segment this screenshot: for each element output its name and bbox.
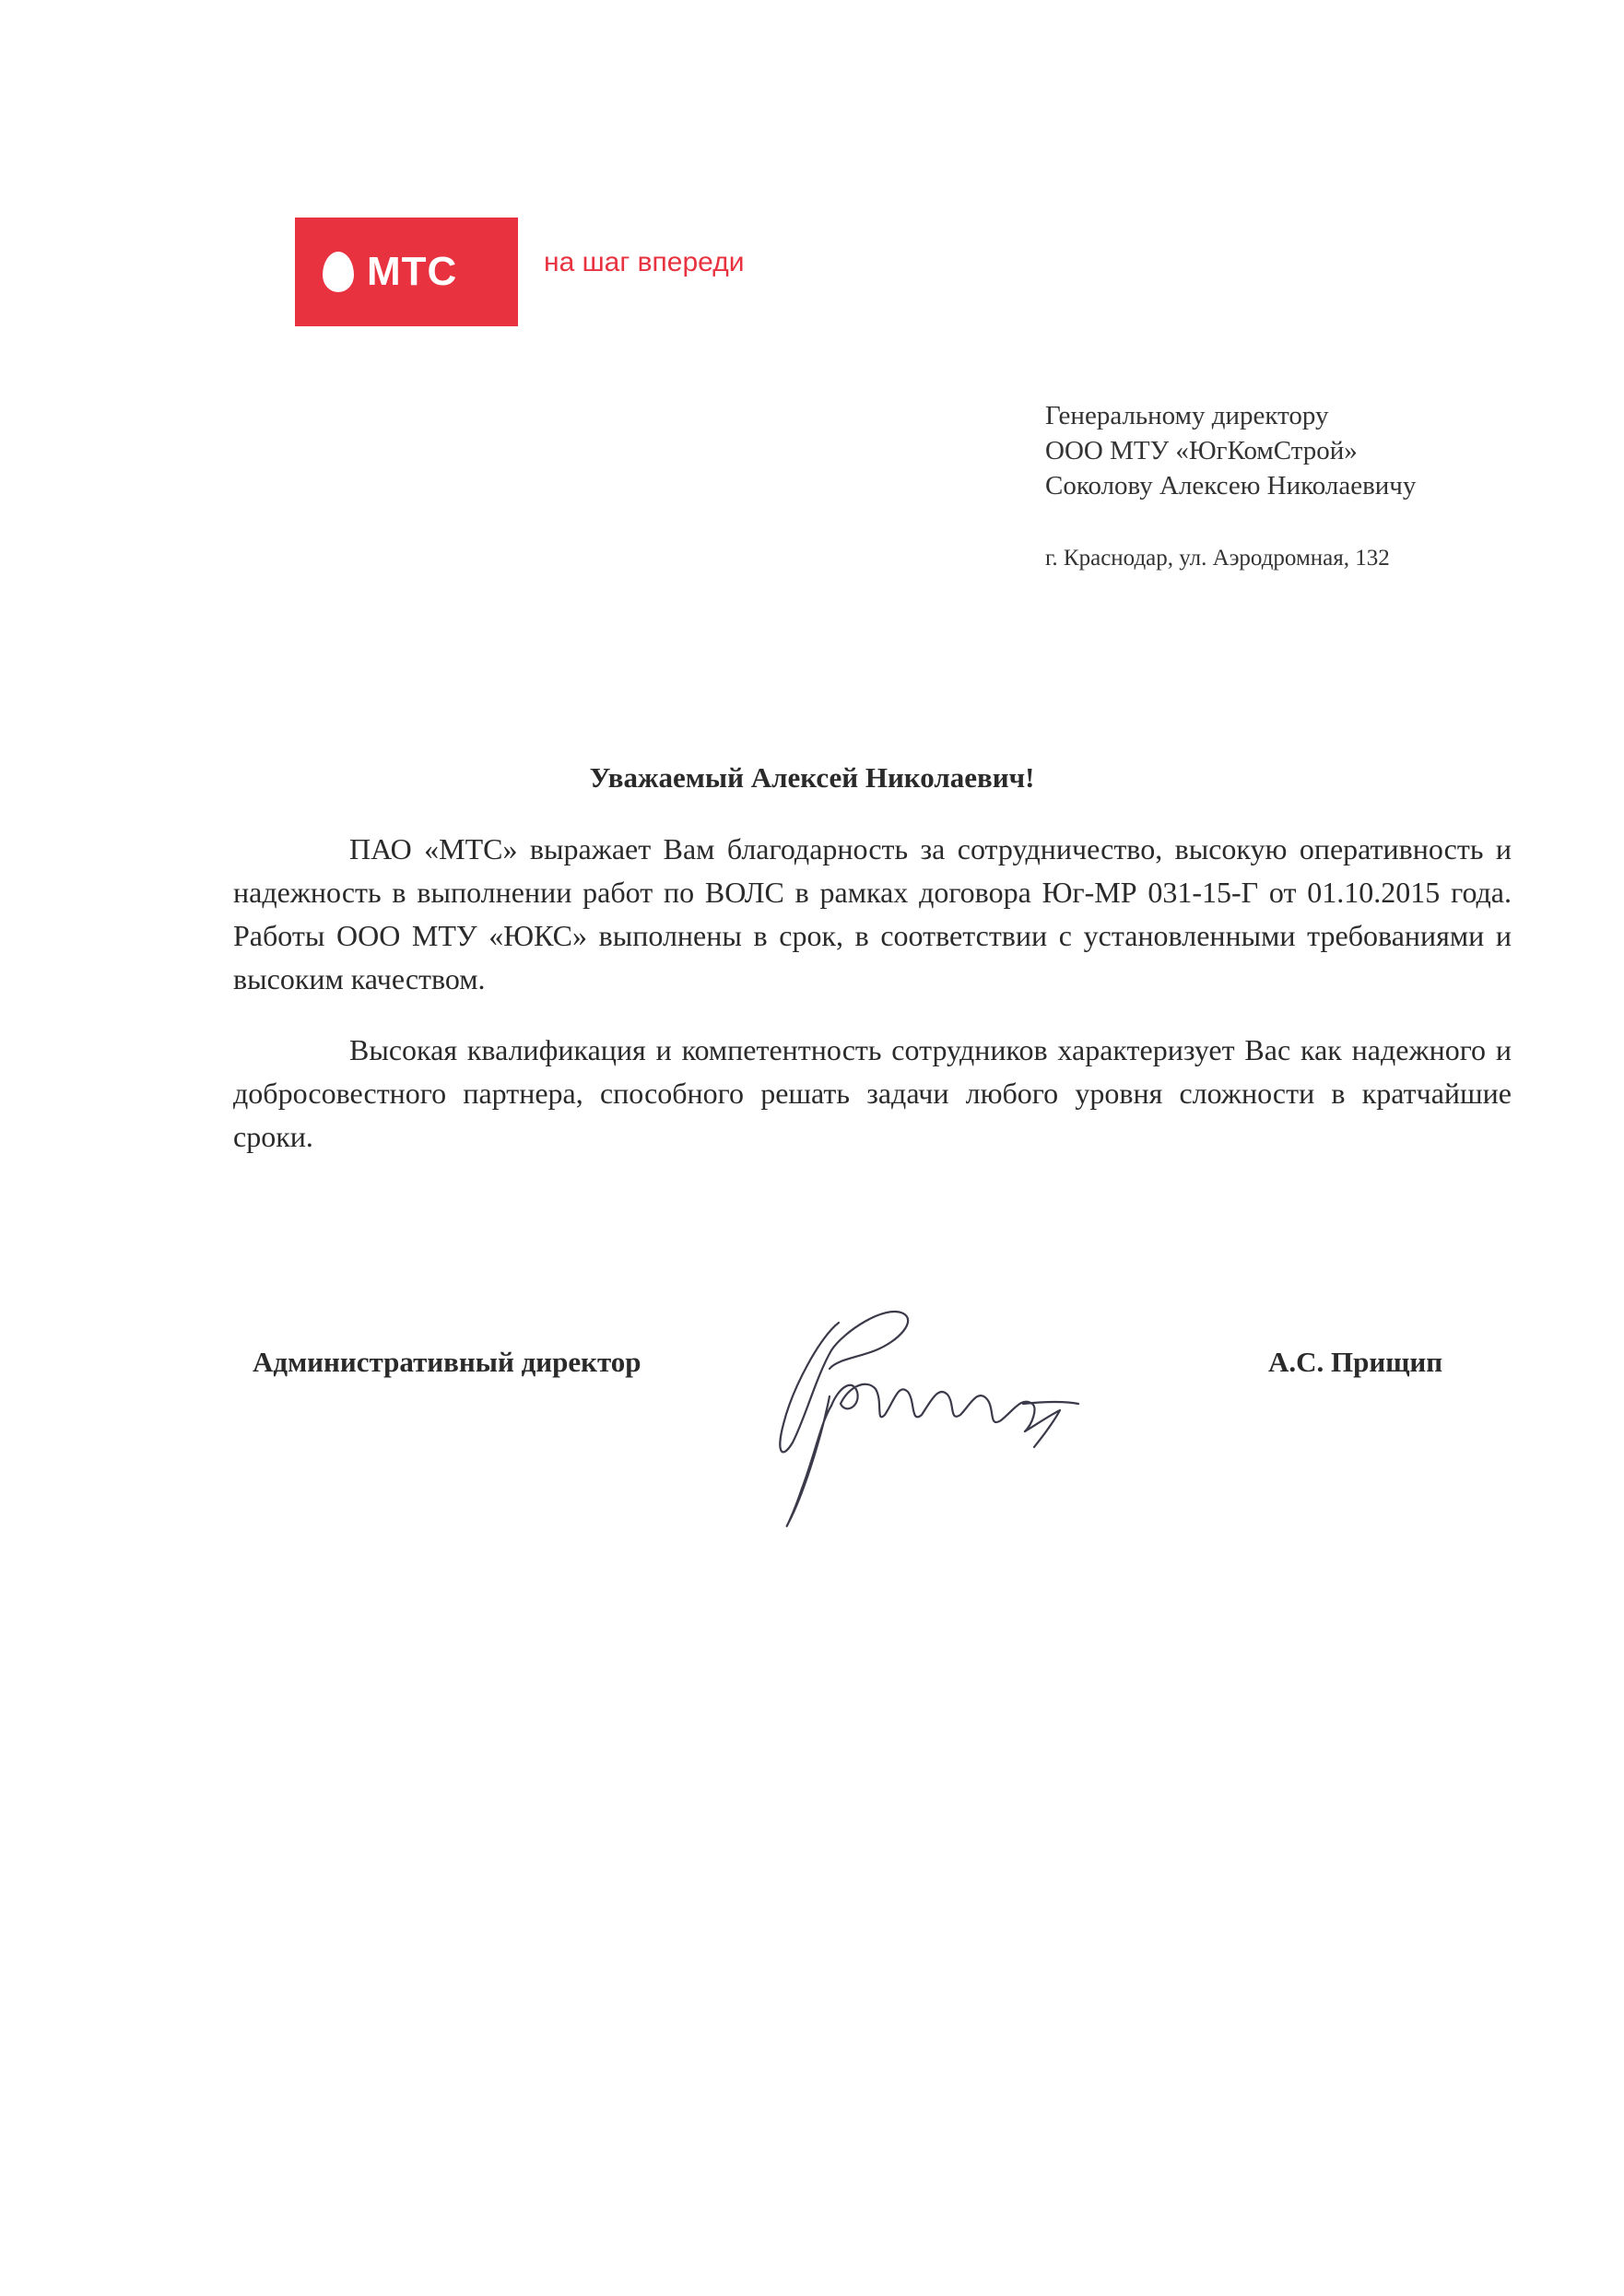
body-paragraph: Высокая квалификация и компетентность сотрудников характеризует Вас как надежного и добросовестного партнера, способного решать задачи любого уровня сложности в кратчайшие сроки. [233,1033,1512,1153]
slogan: на шаг впереди [544,247,745,277]
body-paragraph: ПАО «МТС» выражает Вам благодарность за сотрудничество, высокую оперативность и надежность в выполнении работ по ВОЛС в рамках договора Юг-МР 031-15-Г от 01.10.2015 года. Работы ООО МТУ «ЮКС» выполнены в срок, в соответствии с установленными требованиями и высоким качеством. [233,832,1512,995]
logo-text: МТС [367,249,458,294]
addressee-line: ООО МТУ «ЮгКомСтрой» [1045,436,1358,465]
addressee-block [1045,398,1416,503]
addressee-line: Генеральному директору [1045,401,1329,430]
addressee-address: г. Краснодар, ул. Аэродромная, 132 [1045,546,1390,571]
handwritten-signature [728,1286,1115,1544]
egg-icon [323,252,354,292]
salutation: Уважаемый Алексей Николаевич! [589,761,1035,794]
signatory-name: А.С. Прищип [1268,1346,1443,1378]
mts-logo [295,218,518,326]
addressee-line: Соколову Алексею Николаевичу [1045,471,1417,500]
signatory-title: Административный директор [253,1346,641,1378]
